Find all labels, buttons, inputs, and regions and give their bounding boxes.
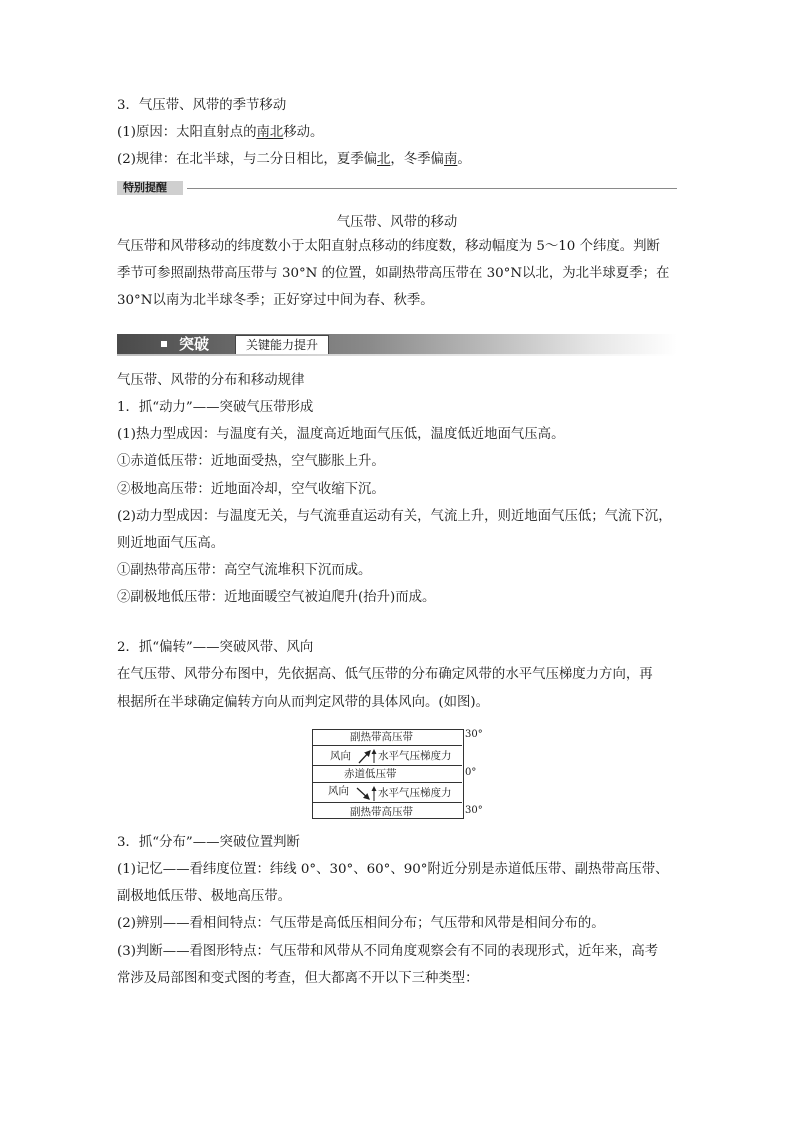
reminder-tag: 特别提醒	[117, 181, 183, 195]
wind-direction-label: 风向	[330, 750, 351, 762]
body-line: ①副热带高压带：高空气流堆积下沉而成。	[117, 563, 372, 578]
reminder-title: 气压带、风带的移动	[336, 215, 458, 230]
body-line: ②极地高压带：近地面冷却，空气收缩下沉。	[117, 482, 385, 497]
pressure-force-label: 水平气压梯度力	[378, 750, 452, 762]
cause-line	[117, 124, 682, 142]
rule-line	[117, 151, 682, 169]
body-line: (1)热力型成因：与温度有关，温度高近地面气压低，温度低近地面气压高。	[117, 427, 565, 442]
topic-title: 气压带、风带的分布和移动规律	[117, 373, 305, 388]
section-banner	[117, 334, 677, 356]
rule-text: (2)规律：在北半球，与二分日相比，夏季偏	[117, 152, 377, 167]
body-line: 根据所在半球确定偏转方向从而判定风带的具体风向。(如图)。	[117, 695, 489, 710]
latitude-label: 30°	[465, 729, 483, 740]
deflected-wind-arrow	[357, 788, 369, 799]
pressure-belt-figure	[312, 729, 492, 821]
rule-answer-winter: 南	[443, 152, 458, 167]
deflected-wind-arrow	[359, 751, 370, 763]
body-line: ①赤道低压带：近地面受热，空气膨胀上升。	[117, 454, 385, 469]
cause-tail: 移动。	[283, 125, 324, 140]
body-line: ②副极地低压带：近地面暖空气被迫爬升(抬升)而成。	[117, 590, 436, 605]
banner-bullet-icon	[161, 341, 167, 347]
reminder-header	[117, 181, 677, 195]
cause-answer: 南北	[256, 125, 284, 140]
rule-mid: ，冬季偏	[390, 152, 444, 167]
body-line: (2)辨别——看相间特点：气压带是高低压相间分布；气压带和风带是相间分布的。	[117, 916, 605, 931]
reminder-line: 气压带和风带移动的纬度数小于太阳直射点移动的纬度数，移动幅度为 5～10 个纬度。判断	[117, 239, 660, 254]
body-line: 副极地低压带、极地高压带。	[117, 889, 292, 904]
cause-text: (1)原因：太阳直射点的	[117, 125, 257, 140]
equatorial-low: 赤道低压带	[344, 768, 397, 780]
pressure-force-label: 水平气压梯度力	[378, 787, 452, 799]
banner-title: 突破	[179, 335, 210, 353]
latitude-label: 0°	[465, 767, 477, 778]
reminder-line: 季节可参照副热带高压带与 30°N 的位置，如副热带高压带在 30°N以北，为北半球夏季；在	[117, 266, 670, 281]
subtropical-high-top: 副热带高压带	[350, 731, 413, 743]
body-line: 则近地面气压高。	[117, 536, 225, 551]
banner-underline	[117, 354, 677, 356]
wind-arrows-icon	[312, 729, 464, 819]
latitude-label: 30°	[465, 805, 483, 816]
section-heading: 3．气压带、风带的季节移动	[117, 98, 287, 113]
reminder-line: 30°N以南为北半球冬季；正好穿过中间为春、秋季。	[117, 293, 434, 308]
body-line: 在气压带、风带分布图中，先依据高、低气压带的分布确定风带的水平气压梯度力方向，再	[117, 667, 653, 682]
body-line: (3)判断——看图形特点：气压带和风带从不同角度观察会有不同的表现形式，近年来，高考	[117, 944, 659, 959]
point-heading: 1．抓“动力”——突破气压带形成	[117, 400, 314, 415]
subtropical-high-bottom: 副热带高压带	[350, 806, 413, 818]
rule-tail: 。	[457, 152, 471, 167]
point-heading: 3．抓“分布”——突破位置判断	[117, 835, 300, 850]
body-line: (1)记忆——看纬度位置：纬线 0°、30°、60°、90°附近分别是赤道低压带、副热带高压带、	[117, 862, 669, 877]
rule-answer-summer: 北	[377, 152, 391, 167]
point-heading: 2．抓“偏转”——突破风带、风向	[117, 640, 314, 655]
body-line: 常涉及局部图和变式图的考查，但大都离不开以下三种类型：	[117, 971, 479, 986]
reminder-divider	[187, 188, 677, 189]
banner-subtitle: 关键能力提升	[235, 335, 329, 355]
wind-direction-label: 风向	[328, 785, 349, 797]
body-line: (2)动力型成因：与温度无关，与气流垂直运动有关，气流上升，则近地面气压低；气流下沉，	[117, 509, 672, 524]
